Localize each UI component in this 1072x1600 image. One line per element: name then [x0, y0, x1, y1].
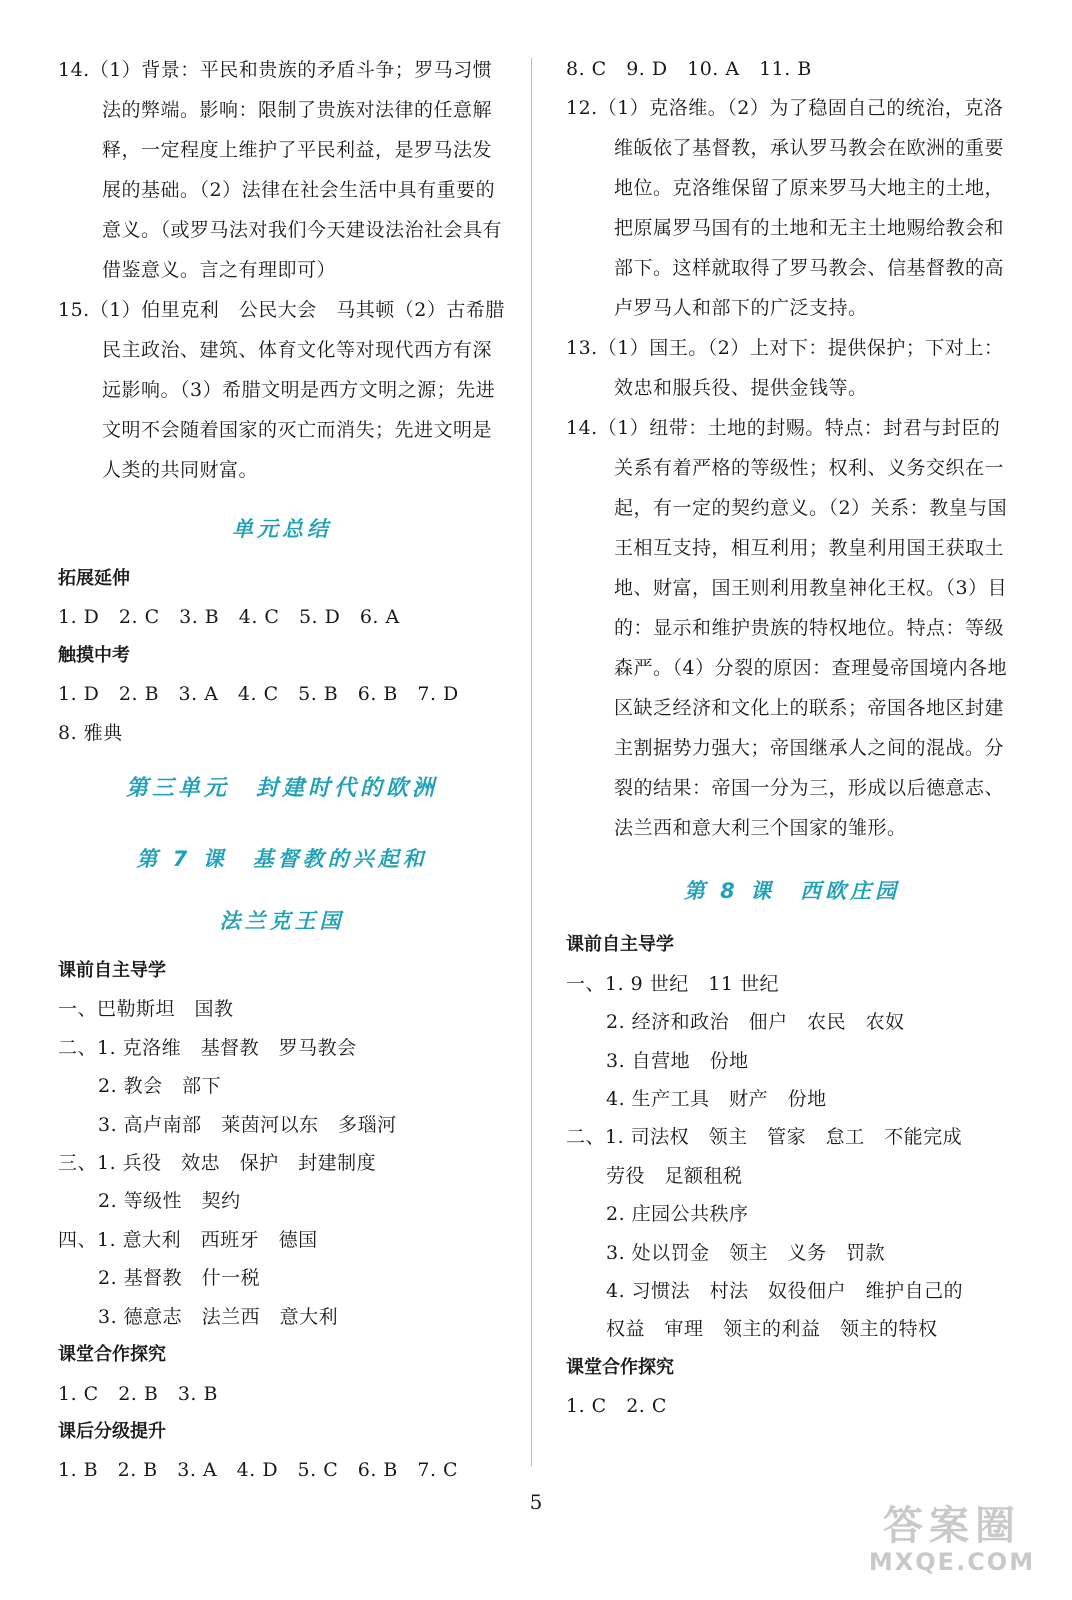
- question-text: （1）纽带：土地的封赐。特点：封君与封臣的关系有着严格的等级性；权利、义务交织在一起，有一定的契约意义。（2）关系：教皇与国王相互支持，相互利用；教皇利用国王获取土地、财富，国王则利用教皇神化王权。（3）目的：显示和维护贵族的特权地位。特点：等级森严。（4）分裂的原因：查理曼帝国境内各地区缺乏经济和文化上的联系；帝国各地区封建主割据势力强大；帝国继承人之间的混战。分裂的结果：帝国一分为三，形成以后德意志、法兰西和意大利三个国家的雏形。: [597, 417, 1008, 840]
- question-14-left: [58, 50, 506, 290]
- kqzz-line: 一、巴勒斯坦 国教: [58, 998, 234, 1021]
- kqzz-line: 一、1. 9 世纪 11 世纪: [566, 972, 780, 995]
- question-number: 13.: [566, 337, 598, 360]
- kqzz-line: 劳役 足额租税: [606, 1164, 743, 1187]
- question-12: [566, 88, 1018, 328]
- answers-8-11: 8. C 9. D 10. A 11. B: [566, 58, 812, 80]
- kqzz-line: 2. 教会 部下: [98, 1075, 222, 1098]
- kthz-answers-right: 1. C 2. C: [566, 1395, 667, 1418]
- question-number: 14.: [566, 417, 598, 440]
- kqzz-line: 权益 审理 领主的利益 领主的特权: [606, 1318, 938, 1341]
- cmzk-label: 触摸中考: [58, 644, 130, 666]
- kqzz-line: 3. 高卢南部 莱茵河以东 多瑙河: [98, 1113, 397, 1136]
- tzys-label: 拓展延伸: [58, 568, 130, 589]
- tzys-answers: 1. D 2. C 3. B 4. C 5. D 6. A: [58, 606, 400, 629]
- watermark-logo: [852, 1504, 1052, 1582]
- right-column: [566, 50, 1018, 1426]
- unit-3-title: 第三单元 封建时代的欧洲: [125, 776, 438, 802]
- question-text: （1）背景：平民和贵族的矛盾斗争；罗马习惯法的弊端。影响：限制了贵族对法律的任意解释，一定程度上维护了平民利益，是罗马法发展的基础。（2）法律在社会生活中具有重要的意义。（或罗马法对我们今天建设法治社会具有借鉴意义。言之有理即可）: [89, 59, 503, 281]
- khfj-answers: 1. B 2. B 3. A 4. D 5. C 6. B 7. C: [58, 1459, 459, 1482]
- question-number: 12.: [566, 97, 598, 120]
- watermark-text-top: 答案圈: [883, 1503, 1021, 1549]
- kqzz-line: 二、1. 克洛维 基督教 罗马教会: [58, 1036, 357, 1059]
- kqzz-line: 4. 习惯法 村法 奴役佃户 维护自己的: [606, 1280, 964, 1303]
- kqzz-line: 2. 庄园公共秩序: [606, 1203, 749, 1226]
- watermark-text-bottom: MXQE.COM: [868, 1548, 1036, 1576]
- column-divider: [531, 58, 532, 1466]
- cmzk-answer-8: 8. 雅典: [58, 721, 123, 744]
- question-number: 15.: [58, 299, 90, 321]
- unit-summary-title: 单元总结: [232, 517, 332, 541]
- kqzz-line: 3. 处以罚金 领主 义务 罚款: [606, 1241, 886, 1264]
- question-text: （1）伯里克利 公民大会 马其顿（2）古希腊民主政治、建筑、体育文化等对现代西方有深远影响。（3）希腊文明是西方文明之源；先进文明不会随着国家的灭亡而消失；先进文明是人类的共同财富。: [89, 299, 505, 481]
- lesson-8-title: 第 8 课 西欧庄园: [683, 879, 901, 904]
- kqzz-line: 2. 经济和政治 佃户 农民 农奴: [606, 1011, 905, 1034]
- kqzz-line: 2. 等级性 契约: [98, 1190, 241, 1213]
- kthz-answers-left: 1. C 2. B 3. B: [58, 1382, 218, 1405]
- lesson-7-title-line2: 法兰克王国: [219, 909, 345, 934]
- cmzk-answers: 1. D 2. B 3. A 4. C 5. B 6. B 7. D: [58, 683, 459, 706]
- question-13: [566, 328, 1018, 408]
- kqzz-line: 4. 生产工具 财产 份地: [606, 1088, 827, 1111]
- kqzz-line: 三、1. 兵役 效忠 保护 封建制度: [58, 1152, 377, 1175]
- kqzz-line: 二、1. 司法权 领主 管家 怠工 不能完成: [566, 1126, 963, 1149]
- lesson-7-title-line1: 第 7 课 基督教的兴起和: [136, 847, 428, 872]
- khfj-label: 课后分级提升: [58, 1420, 166, 1442]
- question-15-left: [58, 290, 506, 490]
- kqzz-line: 3. 自营地 份地: [606, 1049, 749, 1072]
- kqzz-label-left: 课前自主导学: [58, 960, 166, 982]
- kqzz-line: 四、1. 意大利 西班牙 德国: [58, 1228, 318, 1251]
- question-number: 14.: [58, 59, 90, 81]
- kthz-label-right: 课堂合作探究: [566, 1356, 674, 1378]
- kqzz-line: 3. 德意志 法兰西 意大利: [98, 1305, 339, 1328]
- kthz-label-left: 课堂合作探究: [58, 1344, 166, 1366]
- kqzz-line: 2. 基督教 什一税: [98, 1267, 261, 1290]
- question-text: （1）国王。（2）上对下：提供保护；下对上：效忠和服兵役、提供金钱等。: [597, 337, 1004, 400]
- kqzz-label-right: 课前自主导学: [566, 934, 674, 956]
- left-column: [58, 50, 506, 1490]
- page-number: 5: [529, 1490, 543, 1514]
- question-14-right: [566, 408, 1018, 848]
- question-text: （1）克洛维。（2）为了稳固自己的统治，克洛维皈依了基督教，承认罗马教会在欧洲的重要地位。克洛维保留了原来罗马大地主的土地，把原属罗马国有的土地和无主土地赐给教会和部下。这样就取得了罗马教会、信基督教的高卢罗马人和部下的广泛支持。: [597, 97, 1005, 320]
